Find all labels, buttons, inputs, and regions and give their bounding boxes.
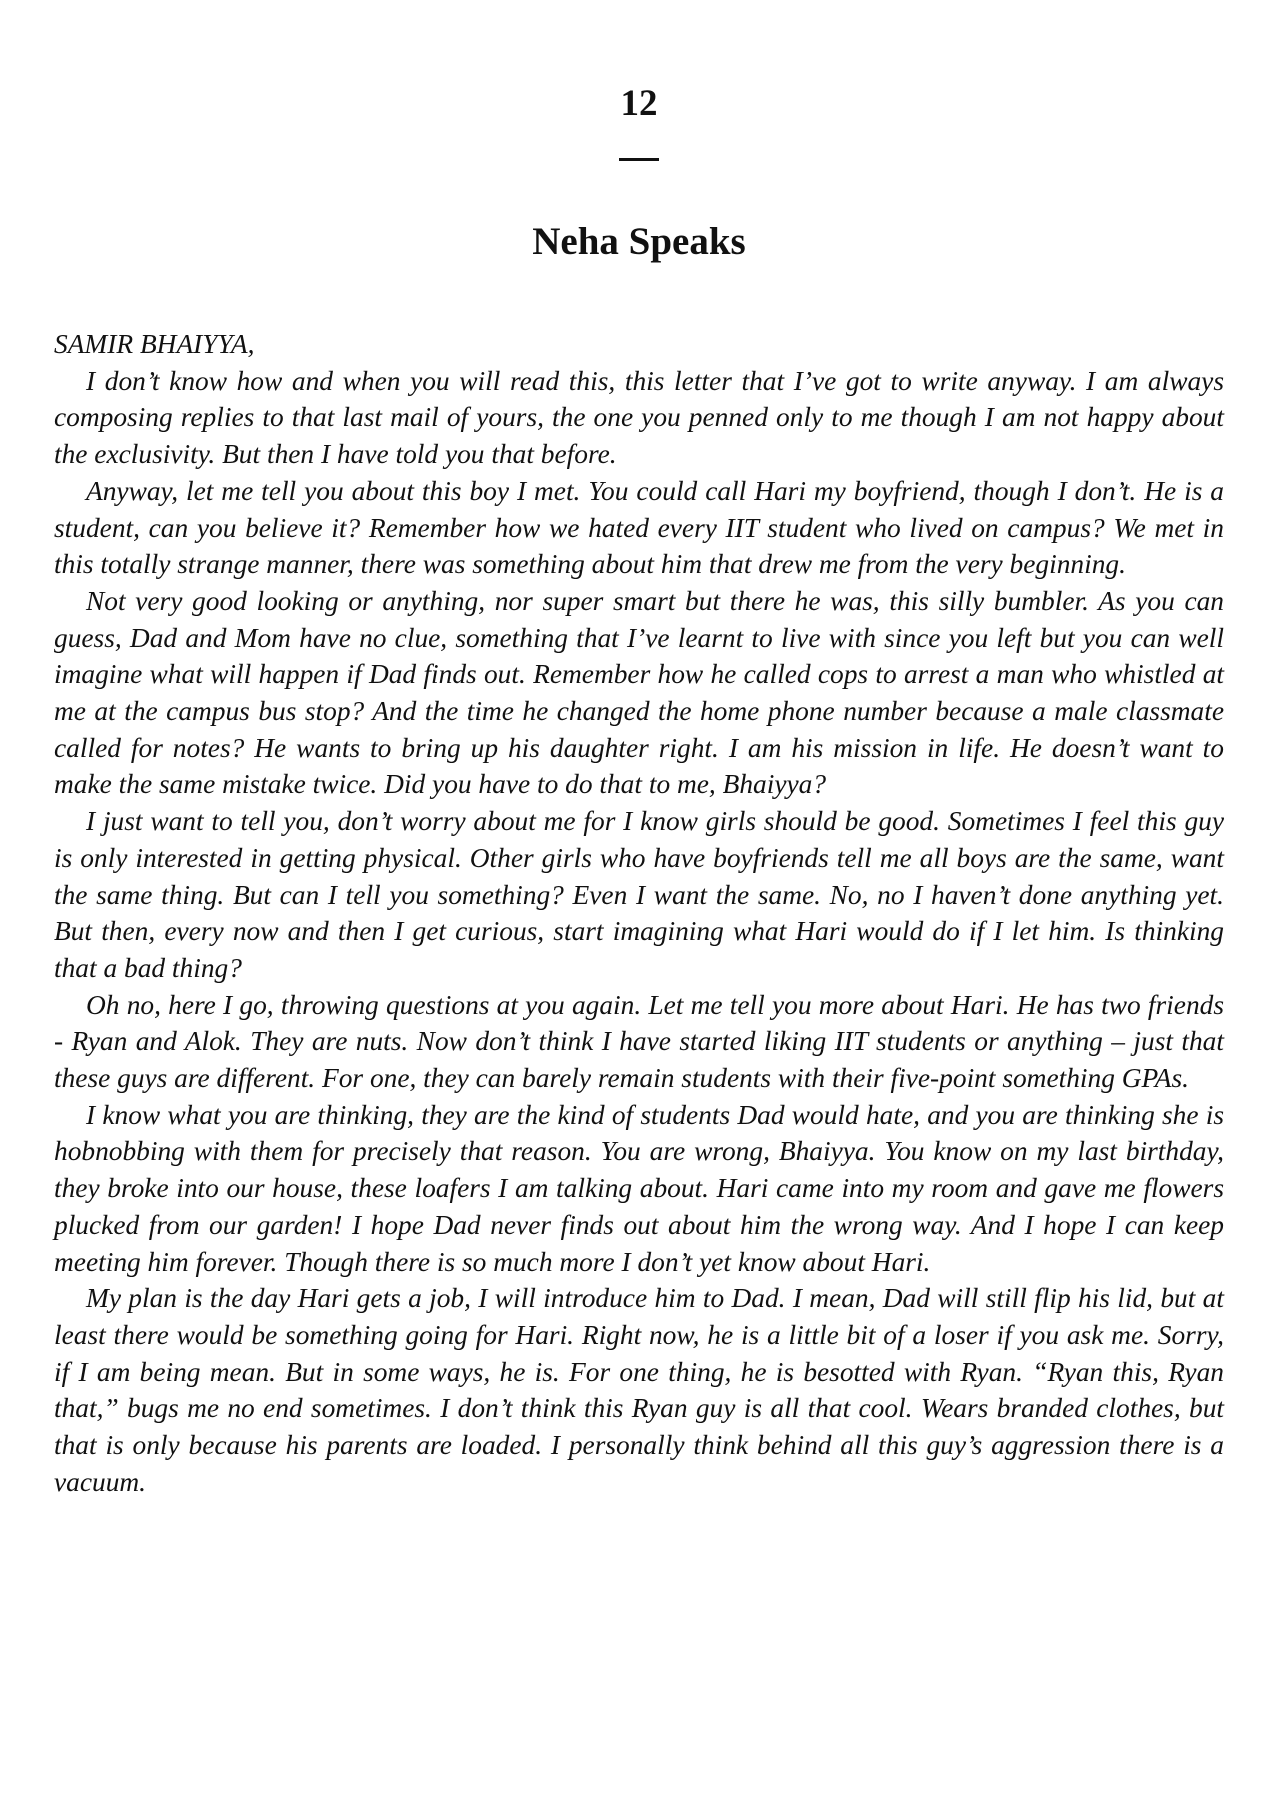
chapter-number: 12 (620, 83, 658, 124)
letter-salutation: SAMIR BHAIYYA, (54, 329, 255, 359)
paragraph-7: My plan is the day Hari gets a job, I will introduce him to Dad. I mean, Dad will still flip his lid, but at least there would be something going for Hari. Right now, he is a little bit of a loser if you ask me. Sorry, if I am being mean. But in some ways, he is. For one thing, he is besotted with Ryan. “Ryan this, Ryan that,” bugs me no end sometimes. I don’t think this Ryan guy is all that cool. Wears branded clothes, but that is only because his parents are loaded. I personally think behind all this guy’s aggression there is a vacuum. (54, 1283, 1224, 1497)
paragraph-5: Oh no, here I go, throwing questions at you again. Let me tell you more about Hari. He has two friends - Ryan and Alok. They are nuts. Now don’t think I have started liking IIT students or anything – just that these guys are different. For one, they can barely remain students with their five-point something GPAs. (54, 989, 1224, 1094)
paragraph-6: I know what you are thinking, they are the kind of students Dad would hate, and you are thinking she is hobnobbing with them for precisely that reason. You are wrong, Bhaiyya. You know on my last birthday, they broke into our house, these loafers I am talking about. Hari came into my room and gave me flowers plucked from our garden! I hope Dad never finds out about him the wrong way. And I hope I can keep meeting him forever. Though there is so much more I don’t yet know about Hari. (54, 1099, 1224, 1277)
paragraph-3: Not very good looking or anything, nor super smart but there he was, this silly bumbler. As you can guess, Dad and Mom have no clue, something that I’ve learnt to live with since you left but you can well imagine what will happen if Dad finds out. Remember how he called cops to arrest a man who whistled at me at the campus bus stop? And the time he changed the home phone number because a male classmate called for notes? He wants to bring up his daughter right. I am his mission in life. He doesn’t want to make the same mistake twice. Did you have to do that to me, Bhaiyya? (54, 585, 1224, 800)
book-page (54, 0, 1224, 1800)
paragraph-2: Anyway, let me tell you about this boy I met. You could call Hari my boyfriend, though I don’t. He is a student, can you believe it? Remember how we hated every IIT student who lived on campus? We met in this totally strange manner, there was something about him that drew me from the very beginning. (54, 475, 1224, 580)
paragraph-4: I just want to tell you, don’t worry about me for I know girls should be good. Sometimes I feel this guy is only interested in getting physical. Other girls who have boyfriends tell me all boys are the same, want the same thing. But can I tell you something? Even I want the same. No, no I haven’t done anything yet. But then, every now and then I get curious, start imagining what Hari would do if I let him. Is thinking that a bad thing? (54, 806, 1224, 983)
letter-body (54, 326, 1224, 1501)
paragraph-1: I don’t know how and when you will read this, this letter that I’ve got to write anyway. I am always composing replies to that last mail of yours, the one you penned only to me though I am not happy about the exclusivity. But then I have told you that before. (54, 365, 1224, 470)
chapter-title: Neha Speaks (532, 220, 746, 263)
chapter-divider (619, 158, 659, 161)
